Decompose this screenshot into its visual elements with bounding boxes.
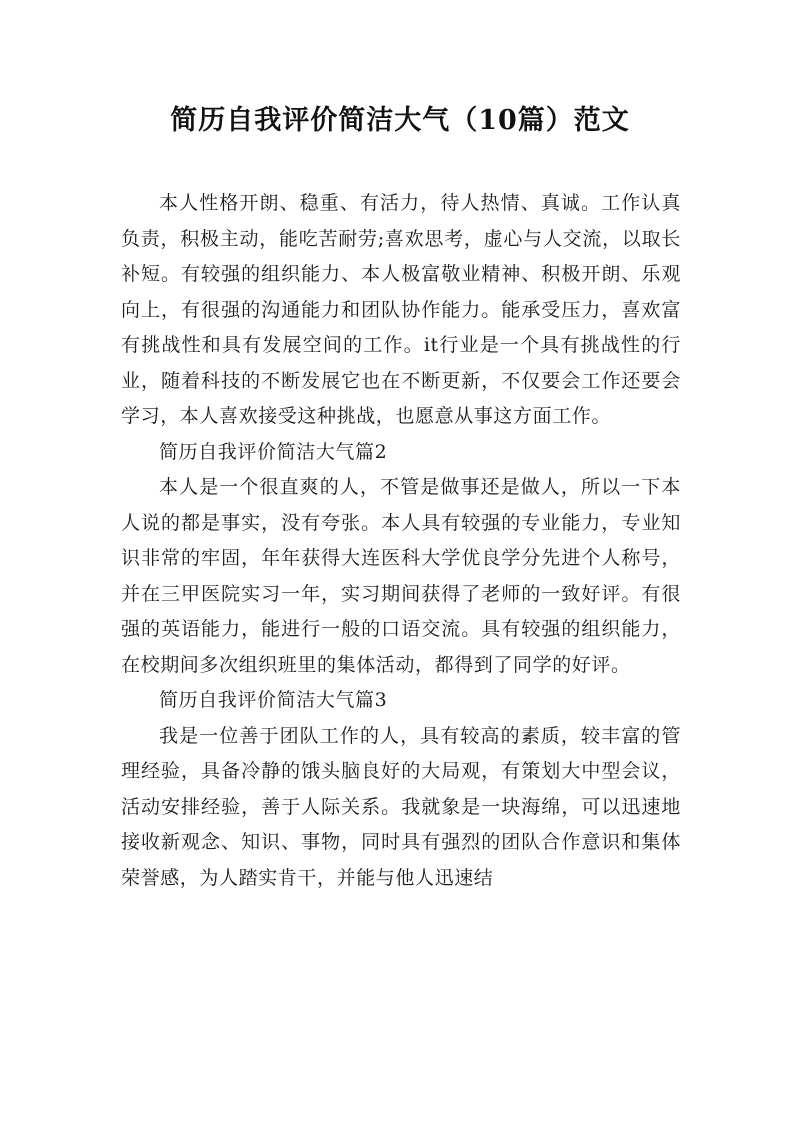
paragraph-3: 我是一位善于团队工作的人，具有较高的素质，较丰富的管理经验，具备冷静的饿头脑良好的大局观，有策划大中型会议，活动安排经验，善于人际关系。我就象是一块海绵，可以迅速地接收新观念、知识、事物，同时具有强烈的团队合作意识和集体荣誉感，为人踏实肯干，并能与他人迅速结	[121, 724, 681, 889]
paragraph-1: 本人性格开朗、稳重、有活力，待人热情、真诚。工作认真负责，积极主动，能吃苦耐劳;喜欢思考，虚心与人交流，以取长补短。有较强的组织能力、本人极富敬业精神、积极开朗、乐观向上，有很强的沟通能力和团队协作能力。能承受压力，喜欢富有挑战性和具有发展空间的工作。it行业是一个具有挑战性的行业，随着科技的不断发展它也在不断更新，不仅要会工作还要会学习，本人喜欢接受这种挑战，也愿意从事这方面工作。	[121, 192, 681, 427]
section-heading-3: 简历自我评价简洁大气篇3	[159, 689, 388, 711]
paragraph-2: 本人是一个很直爽的人，不管是做事还是做人，所以一下本人说的都是事实，没有夸张。本人具有较强的专业能力，专业知识非常的牢固，年年获得大连医科大学优良学分先进个人称号，并在三甲医院实习一年，实习期间获得了老师的一致好评。有很强的英语能力，能进行一般的口语交流。具有较强的组织能力，在校期间多次组织班里的集体活动，都得到了同学的好评。	[121, 476, 681, 676]
document-body	[121, 186, 681, 896]
document-title: 简历自我评价简洁大气（10篇）范文	[170, 105, 630, 136]
section-heading-2: 简历自我评价简洁大气篇2	[159, 440, 388, 463]
